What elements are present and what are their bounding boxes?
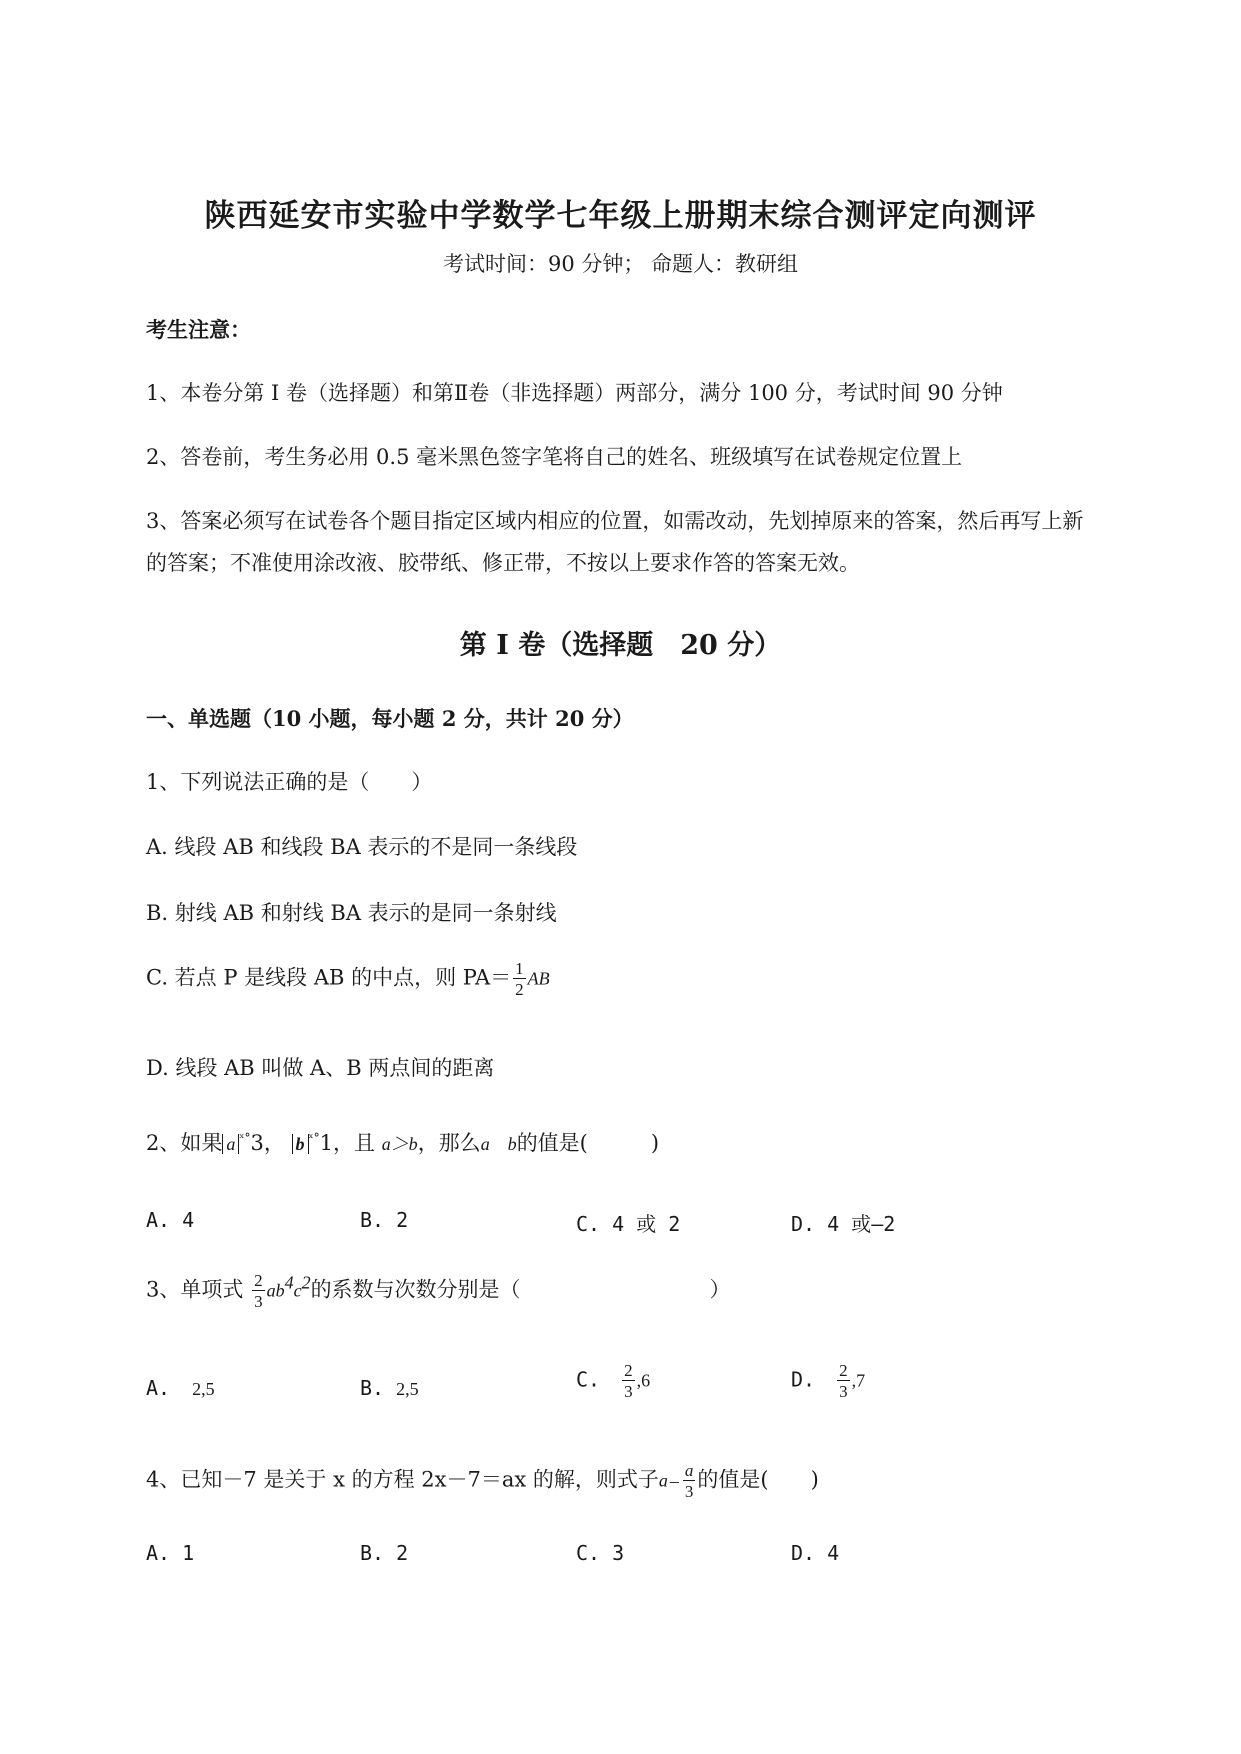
fraction-denominator: 3: [254, 1292, 263, 1311]
section-title: 第 I 卷（选择题 20 分）: [459, 630, 782, 661]
notice-heading: 考生注意：: [146, 317, 251, 342]
option-value: ,7: [851, 1370, 866, 1391]
option-c-suffix: AB: [527, 968, 550, 989]
option-label: B.: [360, 1376, 385, 1400]
question-3-stem: [146, 1272, 731, 1310]
stem-suffix: 的值是( ): [516, 1131, 660, 1155]
question-2-option-b: B. 2: [360, 1208, 409, 1232]
notice-item-3-cont: 的答案；不准使用涂改液、胶带纸、修正带，不按以上要求作答的答案无效。: [146, 551, 860, 575]
stem-prefix: 2、如果: [146, 1131, 223, 1155]
question-4-option-d: D. 4: [791, 1541, 840, 1565]
monomial-c: c: [293, 1280, 302, 1301]
stem-suffix: 的值是( ): [697, 1467, 819, 1492]
stem-prefix: 3、单项式: [146, 1277, 244, 1302]
fraction-numerator: 2: [839, 1361, 848, 1380]
question-3-option-b: [360, 1376, 419, 1400]
notice-item-1: 1、本卷分第 I 卷（选择题）和第Ⅱ卷（非选择题）两部分，满分 100 分，考试时间 90 分钟: [146, 381, 1003, 405]
document-title: 陕西延安市实验中学数学七年级上册期末综合测评定向测评: [204, 198, 1037, 234]
part-heading: 一、单选题（10 小题，每小题 2 分，共计 20 分）: [146, 706, 634, 731]
option-label: C.: [576, 1367, 601, 1392]
minus-sign: –: [669, 1470, 679, 1491]
fraction-numerator: 2: [254, 1271, 263, 1290]
expression-a: a: [658, 1470, 668, 1491]
question-2-stem: [146, 1127, 659, 1157]
question-1-option-a: A. 线段 AB 和线段 BA 表示的不是同一条线段: [146, 835, 578, 859]
exponent-c: 2: [301, 1272, 311, 1293]
question-1-option-b: B. 射线 AB 和射线 BA 表示的是同一条射线: [146, 901, 557, 925]
fraction-denominator: 3: [624, 1382, 633, 1401]
option-fraction: [622, 1362, 635, 1400]
fraction-numerator: 1: [515, 959, 524, 978]
option-label: D.: [791, 1367, 816, 1392]
monomial-ab: ab: [266, 1280, 285, 1301]
stem-prefix: 4、已知－7 是关于 x 的方程 2x－7＝ax 的解，则式子: [146, 1467, 659, 1492]
abs-a: a: [222, 1134, 239, 1154]
garbled-mark-icon: ˣ°: [308, 1131, 320, 1145]
expression: a b: [480, 1134, 517, 1154]
question-4-option-c: C. 3: [576, 1541, 625, 1565]
option-value: 2,5: [396, 1379, 419, 1399]
fraction-numerator: 2: [624, 1361, 633, 1380]
fraction-denominator: 2: [515, 980, 524, 999]
question-2-option-a: A. 4: [146, 1208, 195, 1232]
fraction-numerator: a: [684, 1461, 694, 1480]
question-4-stem: [146, 1462, 819, 1500]
condition: a＞b: [381, 1134, 418, 1154]
notice-item-3: 3、答案必须写在试卷各个题目指定区域内相应的位置，如需改动，先划掉原来的答案，然后再写上新: [146, 509, 1084, 533]
exam-info: 考试时间：90 分钟； 命题人：教研组: [442, 252, 799, 276]
stem-suffix: 的系数与次数分别是（ ）: [310, 1277, 731, 1302]
fraction-denominator: 3: [839, 1382, 848, 1401]
option-value: ,6: [636, 1370, 651, 1391]
option-fraction: [837, 1362, 850, 1400]
question-3-option-a: [146, 1376, 215, 1400]
question-2-option-d: D. 4 或—2: [791, 1212, 896, 1236]
question-4-option-b: B. 2: [360, 1541, 409, 1565]
stem-mid: ，那么: [417, 1131, 481, 1155]
eq-a: 3，: [250, 1131, 285, 1155]
half-fraction: [513, 960, 526, 998]
option-c-text: C. 若点 P 是线段 AB 的中点，则 PA＝: [146, 965, 512, 990]
expression-fraction: [683, 1462, 696, 1500]
question-1-stem: 1、下列说法正确的是（ ）: [146, 770, 433, 794]
fraction-denominator: 3: [684, 1482, 694, 1501]
abs-b: b: [292, 1134, 309, 1154]
option-label: A.: [146, 1376, 171, 1400]
question-1-option-c: [146, 960, 550, 998]
exponent-b: 4: [284, 1272, 294, 1293]
garbled-mark-icon: ˣ°: [239, 1131, 251, 1145]
question-3-option-d: [791, 1362, 865, 1400]
question-2-option-c: C. 4 或 2: [576, 1212, 681, 1236]
coefficient-fraction: [252, 1272, 265, 1310]
eq-b: 1，且: [319, 1131, 375, 1155]
question-3-option-c: [576, 1362, 650, 1400]
question-4-option-a: A. 1: [146, 1541, 195, 1565]
question-1-option-d: D. 线段 AB 叫做 A、B 两点间的距离: [146, 1056, 495, 1080]
option-value: 2,5: [192, 1379, 215, 1399]
notice-item-2: 2、答卷前，考生务必用 0.5 毫米黑色签字笔将自己的姓名、班级填写在试卷规定位置上: [146, 445, 963, 469]
